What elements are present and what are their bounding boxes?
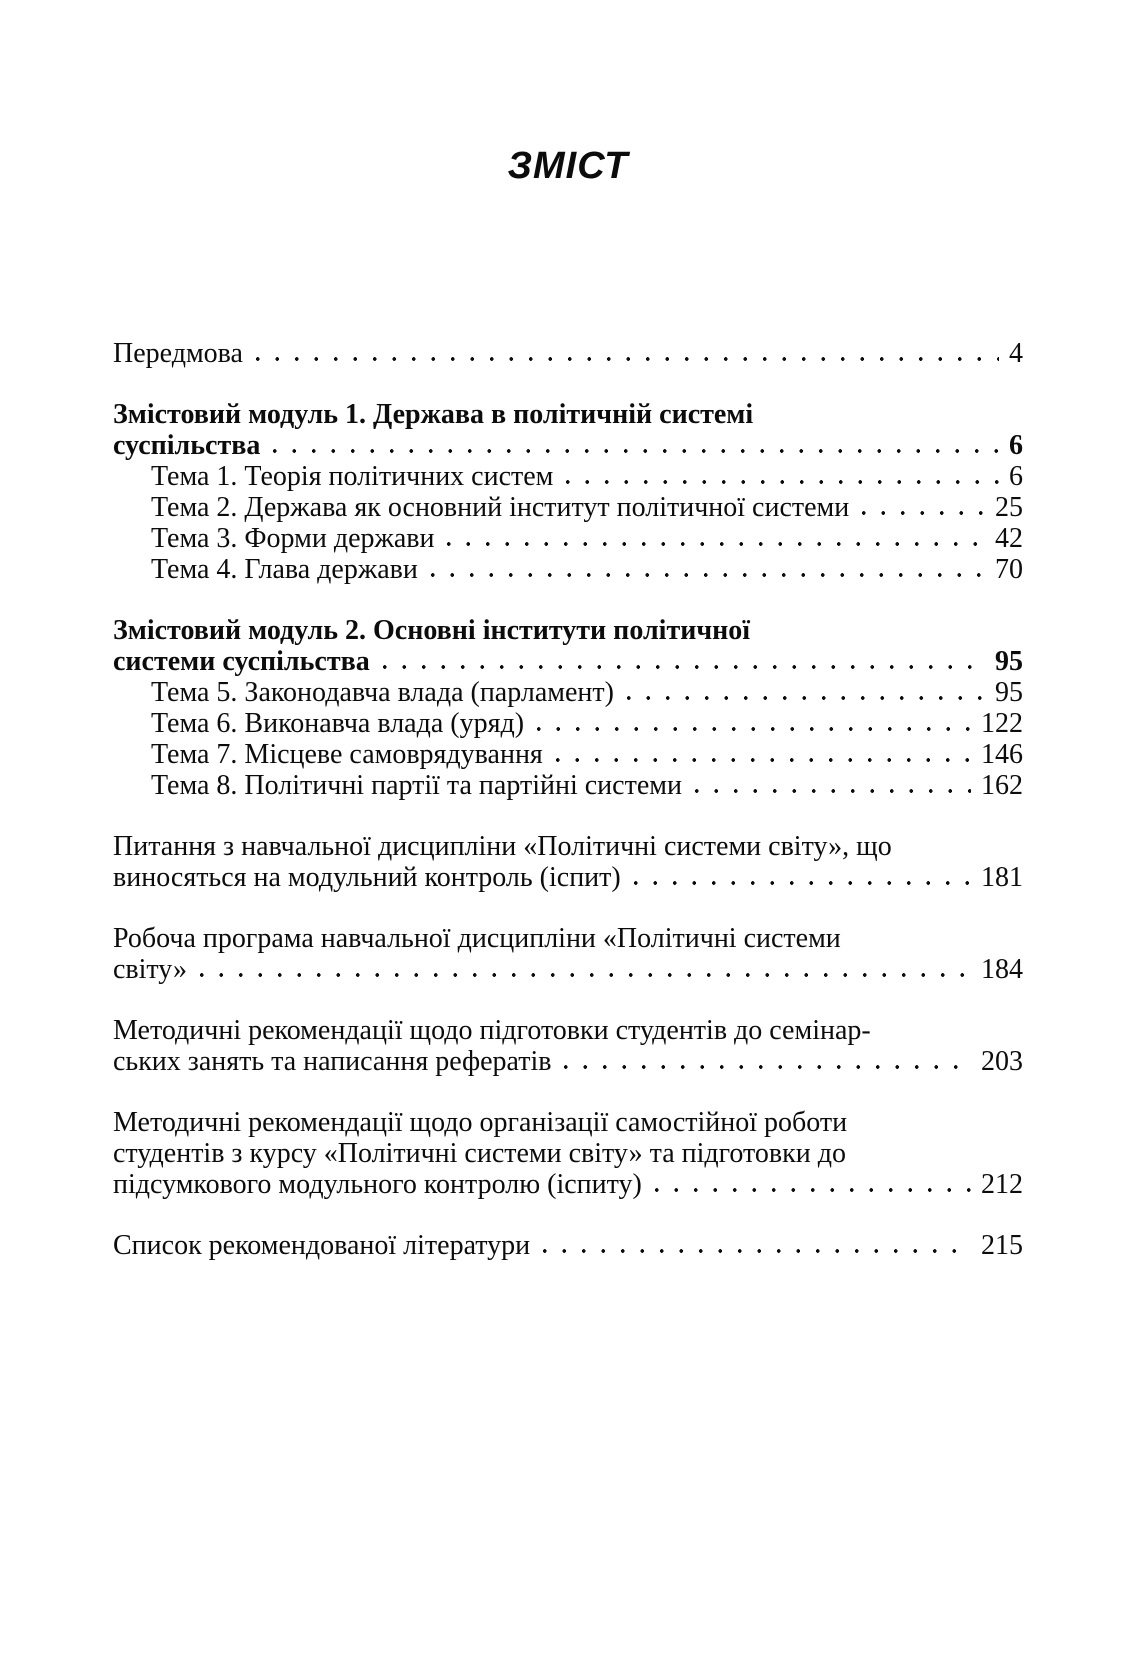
toc-page-number: 95 [995,677,1023,708]
dot-leader [265,445,999,454]
toc-entry-text: виносяться на модульний контроль (іспит) [113,862,621,893]
toc-page-number: 25 [995,492,1023,523]
toc-row-recommended-literature [113,1230,1023,1261]
toc-row-module2-line2 [113,646,1023,677]
toc-entry-text: Список рекомендованої літератури [113,1230,531,1261]
toc-entry-text: Робоча програма навчальної дисципліни «Політичні системи [113,923,841,954]
toc-entry-text: Тема 7. Місцеве самоврядування [151,739,543,770]
toc-entry-text: Тема 5. Законодавча влада (парламент) [151,677,614,708]
toc-row-topic1 [113,461,1023,492]
toc-entry-text: ських занять та написання рефератів [113,1046,552,1077]
toc-entry-text: підсумкового модульного контролю (іспиту) [113,1169,642,1200]
toc-entry-text: світу» [113,954,187,985]
dot-leader [854,507,985,516]
toc-row-work-program-line1 [113,923,1023,954]
toc-entry-text: Методичні рекомендації щодо організації самостійної роботи [113,1107,848,1138]
toc-entry-text: Тема 3. Форми держави [151,523,435,554]
toc-row-seminar-guidelines-line2 [113,1046,1023,1077]
toc-page-number: 6 [1009,430,1023,461]
toc-row-selfwork-guidelines-line2 [113,1138,1023,1169]
toc-row-work-program-line2 [113,954,1023,985]
toc-entry-text: Передмова [113,338,243,369]
dot-leader [248,353,999,362]
toc-page-number: 162 [981,770,1023,801]
toc-row-module1-line2 [113,430,1023,461]
toc-page-number: 181 [981,862,1023,893]
toc-page-number: 122 [981,708,1023,739]
toc-entry-text: Тема 8. Політичні партії та партійні системи [151,770,682,801]
toc-row-module2-line1 [113,615,1023,646]
toc-row-topic2 [113,492,1023,523]
toc-page-number: 95 [995,646,1023,677]
dot-leader [439,538,985,547]
toc-entry-text: студентів з курсу «Політичні системи світу» та підготовки до [113,1138,846,1169]
toc-page-number: 4 [1009,338,1023,369]
toc-entry-text: Методичні рекомендації щодо підготовки студентів до семінар- [113,1015,871,1046]
toc-entry-text: Питання з навчальної дисципліни «Політичні системи світу», що [113,831,892,862]
toc-entry-text: суспільства [113,430,261,461]
dot-leader [423,569,985,578]
toc-page-number: 6 [1009,461,1023,492]
toc-row-exam-questions-line1 [113,831,1023,862]
table-of-contents [113,338,1023,1261]
dot-leader [529,723,971,732]
toc-row-module1-line1 [113,399,1023,430]
dot-leader [626,877,971,886]
dot-leader [556,1061,971,1070]
toc-page-number: 70 [995,554,1023,585]
toc-row-topic7 [113,739,1023,770]
toc-row-topic6 [113,708,1023,739]
dot-leader [548,754,971,763]
dot-leader [192,969,971,978]
toc-page-number: 42 [995,523,1023,554]
toc-page-number: 212 [981,1169,1023,1200]
dot-leader [647,1184,971,1193]
toc-row-seminar-guidelines-line1 [113,1015,1023,1046]
dot-leader [619,692,985,701]
toc-entry-text: Тема 6. Виконавча влада (уряд) [151,708,525,739]
toc-row-topic4 [113,554,1023,585]
toc-row-selfwork-guidelines-line1 [113,1107,1023,1138]
toc-entry-text: Змістовий модуль 2. Основні інститути політичної [113,615,751,646]
toc-entry-text: Тема 1. Теорія політичних систем [151,461,554,492]
dot-leader [687,785,971,794]
toc-page-number: 184 [981,954,1023,985]
dot-leader [375,661,985,670]
toc-entry-text: Тема 2. Держава як основний інститут політичної системи [151,492,850,523]
page-title: ЗМІСТ [507,145,629,187]
toc-row-topic8 [113,770,1023,801]
toc-page-number: 215 [981,1230,1023,1261]
toc-row-topic5 [113,677,1023,708]
toc-entry-text: системи суспільства [113,646,370,677]
dot-leader [558,476,999,485]
toc-page-number: 203 [981,1046,1023,1077]
toc-row-foreword [113,338,1023,369]
toc-row-topic3 [113,523,1023,554]
toc-page-number: 146 [981,739,1023,770]
toc-row-selfwork-guidelines-line3 [113,1169,1023,1200]
dot-leader [535,1245,971,1254]
toc-entry-text: Тема 4. Глава держави [151,554,418,585]
toc-row-exam-questions-line2 [113,862,1023,893]
toc-entry-text: Змістовий модуль 1. Держава в політичній системі [113,399,754,430]
